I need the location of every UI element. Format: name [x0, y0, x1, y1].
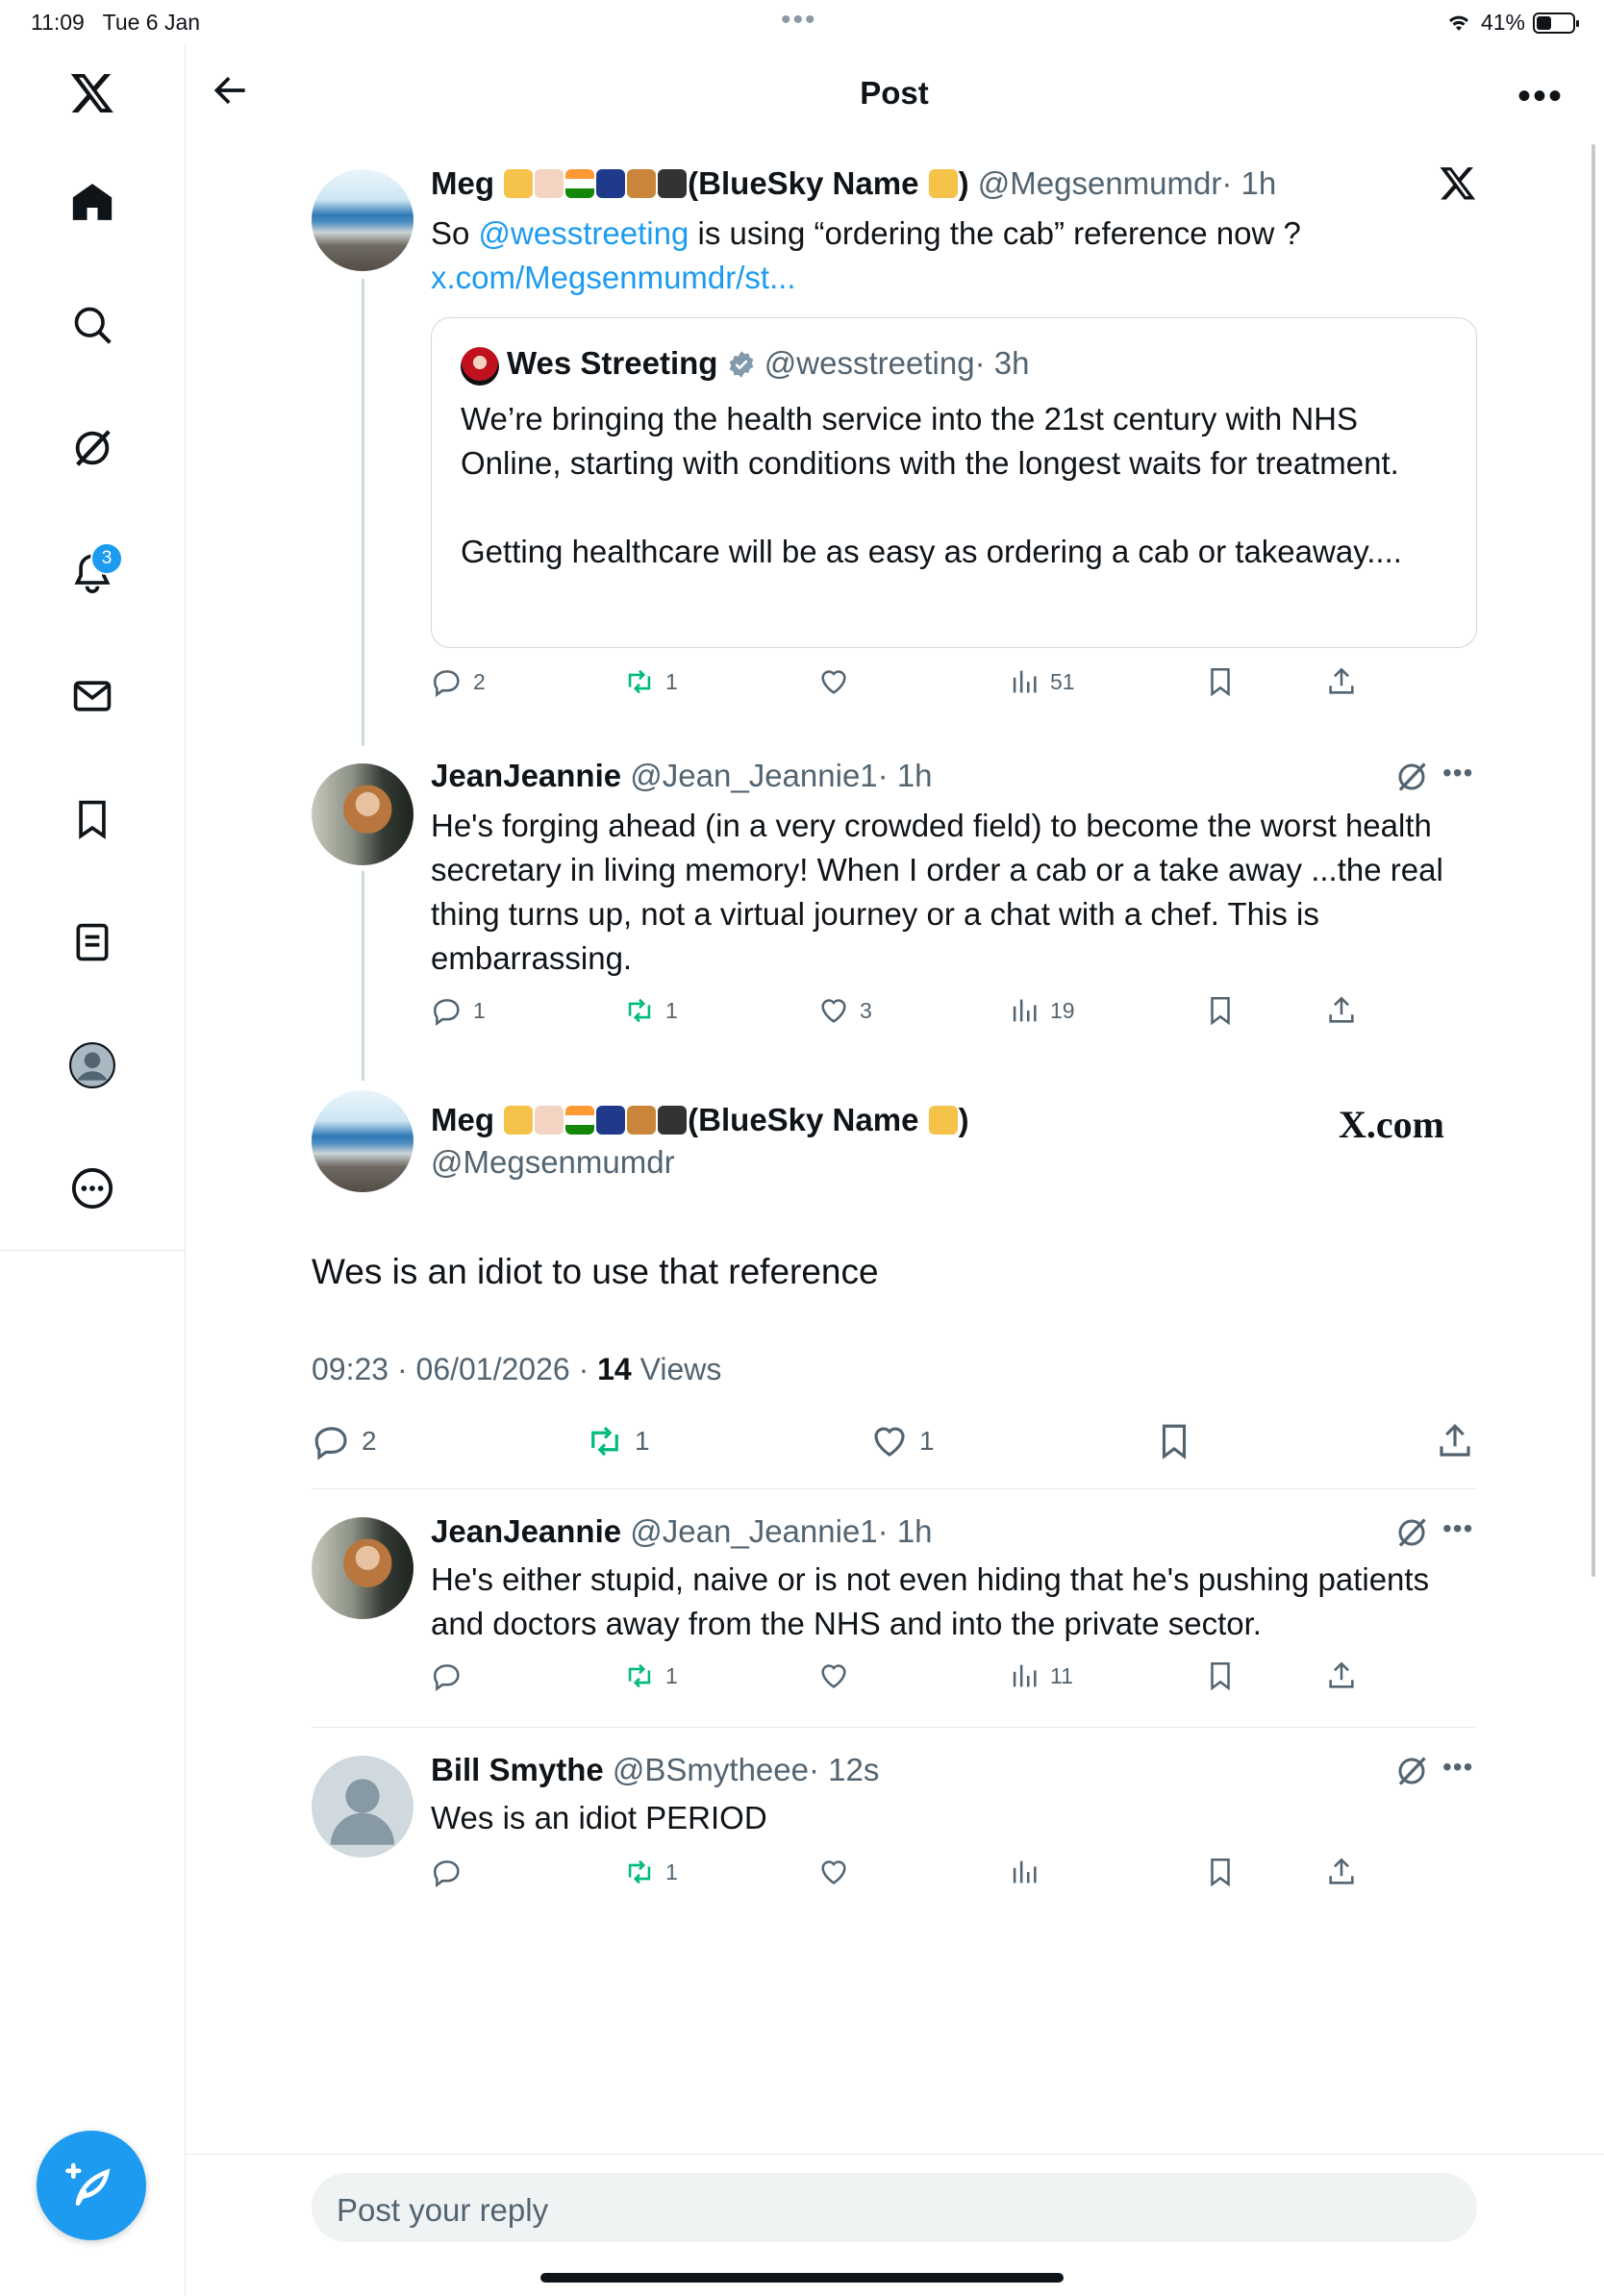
more-options-icon[interactable]: •••	[1442, 1752, 1474, 1782]
views-button[interactable]	[1008, 1856, 1050, 1888]
bookmark-button[interactable]	[1154, 1421, 1194, 1461]
views-icon	[1008, 994, 1040, 1027]
quote-text: We’re bringing the health service into the 21st century with NHS Online, starting with conditions with the longest waits for treatment. Getting healthcare will be as easy as ordering a cab or takeaway....	[461, 401, 1402, 569]
like-button[interactable]	[817, 1660, 860, 1692]
post-text: Wes is an idiot PERIOD	[431, 1800, 767, 1835]
share-button[interactable]	[1325, 1856, 1358, 1888]
heart-icon	[817, 994, 850, 1027]
quoted-post[interactable]	[431, 317, 1477, 648]
avatar[interactable]	[312, 169, 414, 271]
author-name[interactable]: Meg (BlueSky Name )	[431, 1102, 969, 1137]
composer-divider	[185, 2154, 1604, 2155]
views-icon	[1008, 1856, 1040, 1888]
mail-icon[interactable]	[63, 667, 121, 725]
reply-input[interactable]: Post your reply	[312, 2173, 1477, 2242]
xcom-badge: X.com	[1339, 1103, 1444, 1146]
rail-divider	[0, 1250, 185, 1251]
repost-button[interactable]: 1	[623, 994, 678, 1027]
action-bar	[431, 994, 1392, 1036]
repost-icon	[623, 1660, 656, 1692]
more-circle-icon[interactable]	[63, 1160, 121, 1217]
bookmark-icon	[1204, 1856, 1237, 1888]
multitask-dots[interactable]: •••	[781, 4, 817, 36]
share-icon	[1325, 1856, 1358, 1888]
bookmark-icon	[1204, 1660, 1237, 1692]
author-name[interactable]: Meg (BlueSky Name ) @Megsenmumdr· 1h	[431, 165, 1277, 201]
avatar[interactable]	[312, 1756, 414, 1858]
mention-link[interactable]: @wesstreeting	[478, 215, 689, 251]
heart-icon	[817, 1660, 850, 1692]
reply-button[interactable]: 2	[312, 1421, 377, 1461]
main-post-text: Wes is an idiot to use that reference	[312, 1252, 879, 1291]
bookmark-button[interactable]	[1204, 1660, 1237, 1692]
reply-icon	[312, 1421, 352, 1461]
reply-button[interactable]: 1	[431, 994, 486, 1027]
avatar[interactable]	[312, 1090, 414, 1192]
share-icon	[1325, 1660, 1358, 1692]
bookmark-icon	[1204, 665, 1237, 698]
repost-icon	[623, 1856, 656, 1888]
pointing-down-emoji	[929, 169, 958, 198]
notification-badge: 3	[90, 542, 123, 575]
post-text: So @wesstreeting is using “ordering the cab” reference now ? x.com/Megsenmumdr/st...	[431, 215, 1301, 295]
quote-avatar	[461, 347, 499, 386]
bookmark-button[interactable]	[1204, 994, 1237, 1027]
bell-icon[interactable]	[63, 544, 121, 602]
like-button[interactable]: 1	[869, 1421, 935, 1461]
default-avatar-icon	[312, 1756, 414, 1858]
emoji-group	[503, 165, 688, 201]
grok-icon[interactable]	[1394, 760, 1429, 799]
author-name[interactable]: JeanJeannie @Jean_Jeannie1· 1h	[431, 1513, 933, 1549]
reply-icon	[431, 1660, 464, 1692]
search-icon[interactable]	[63, 296, 121, 354]
status-time: 11:09 Tue 6 Jan	[31, 10, 201, 35]
scrollbar[interactable]	[1591, 144, 1595, 1577]
author-handle: @Jean_Jeannie1	[630, 758, 878, 793]
share-button[interactable]	[1325, 994, 1358, 1027]
share-icon	[1435, 1421, 1475, 1461]
post-timestamp: 09:23 · 06/01/2026 · 14 Views	[312, 1352, 722, 1386]
views-button[interactable]: 19	[1008, 994, 1075, 1027]
home-indicator[interactable]	[540, 2273, 1064, 2283]
repost-icon	[585, 1421, 625, 1461]
action-bar	[431, 1660, 1392, 1702]
divider	[312, 1727, 1477, 1728]
reply-icon	[431, 1856, 464, 1888]
battery-icon	[1533, 12, 1575, 34]
more-options-icon[interactable]: •••	[1442, 758, 1474, 787]
post-time: · 1h	[877, 758, 933, 793]
author-handle[interactable]: @Megsenmumdr	[977, 165, 1222, 201]
action-bar	[431, 1856, 1392, 1898]
wifi-icon	[1444, 12, 1473, 35]
like-button[interactable]: 3	[817, 994, 872, 1027]
thread-line	[362, 871, 364, 1081]
home-icon[interactable]	[63, 173, 121, 231]
heart-icon	[869, 1421, 910, 1461]
repost-icon	[623, 994, 656, 1027]
repost-button[interactable]: 1	[623, 1856, 678, 1888]
share-button[interactable]	[1325, 665, 1358, 698]
views-icon	[1008, 665, 1040, 698]
heart-icon	[817, 665, 850, 698]
repost-button[interactable]: 1	[585, 1421, 650, 1461]
bookmark-icon	[1204, 994, 1237, 1027]
reply-button[interactable]: 2	[431, 665, 486, 698]
feather-plus-icon	[64, 2159, 118, 2212]
bookmark-icon[interactable]	[63, 790, 121, 848]
reply-button[interactable]	[431, 1856, 473, 1888]
author-handle[interactable]: @Megsenmumdr	[431, 1144, 675, 1180]
divider	[312, 1488, 1477, 1489]
views-button[interactable]: 11	[1008, 1660, 1073, 1692]
views-button[interactable]: 51	[1008, 665, 1075, 698]
share-button[interactable]	[1435, 1421, 1475, 1461]
reply-icon	[431, 994, 464, 1027]
reply-button[interactable]	[431, 1660, 473, 1692]
author-name[interactable]: JeanJeannie @Jean_Jeannie1· 1h	[431, 758, 933, 793]
quote-author: Wes Streeting @wesstreeting· 3h	[507, 345, 1030, 381]
like-button[interactable]	[817, 1856, 860, 1888]
grok-icon[interactable]	[63, 419, 121, 477]
post-text: He's either stupid, naive or is not even hiding that he's pushing patients and doctors away from the NHS and into the private sector.	[431, 1561, 1430, 1641]
share-icon	[1325, 665, 1358, 698]
author-name[interactable]: Bill Smythe @BSmytheee· 12s	[431, 1752, 880, 1787]
post-time: · 1h	[1221, 165, 1277, 201]
repost-button[interactable]: 1	[623, 665, 678, 698]
bookmark-icon	[1154, 1421, 1194, 1461]
bookmark-button[interactable]	[1204, 665, 1237, 698]
repost-button[interactable]: 1	[623, 1660, 678, 1692]
post-text: He's forging ahead (in a very crowded field) to become the worst health secretary in living memory! When I order a cab or a take away ...the real thing turns up, not a virtual journey or a chat with a chef. This is embarrassing.	[431, 808, 1443, 976]
bookmark-button[interactable]	[1204, 1856, 1237, 1888]
views-icon	[1008, 1660, 1040, 1692]
page-title: Post	[860, 75, 929, 111]
like-button[interactable]	[817, 665, 860, 698]
compose-button[interactable]	[37, 2131, 146, 2240]
main-action-bar	[312, 1421, 1477, 1463]
status-bar	[0, 0, 1604, 44]
status-right	[1444, 10, 1575, 36]
grok-icon[interactable]	[1394, 1515, 1429, 1555]
verified-badge-icon	[727, 350, 756, 379]
grok-icon[interactable]	[1394, 1754, 1429, 1793]
avatar[interactable]	[312, 763, 414, 865]
thread-line	[362, 279, 364, 746]
repost-icon	[623, 665, 656, 698]
avatar[interactable]	[312, 1517, 414, 1619]
share-icon	[1325, 994, 1358, 1027]
battery-percent: 41%	[1480, 10, 1525, 35]
action-bar	[431, 665, 1392, 708]
share-button[interactable]	[1325, 1660, 1358, 1692]
heart-icon	[817, 1856, 850, 1888]
more-options-icon[interactable]: •••	[1442, 1513, 1474, 1543]
lists-icon[interactable]	[63, 913, 121, 971]
x-logo-icon	[1439, 163, 1477, 207]
url-link[interactable]: x.com/Megsenmumdr/st...	[431, 260, 796, 295]
reply-icon	[431, 665, 464, 698]
more-options-icon[interactable]: •••	[1517, 75, 1565, 117]
profile-icon[interactable]	[63, 1036, 121, 1094]
